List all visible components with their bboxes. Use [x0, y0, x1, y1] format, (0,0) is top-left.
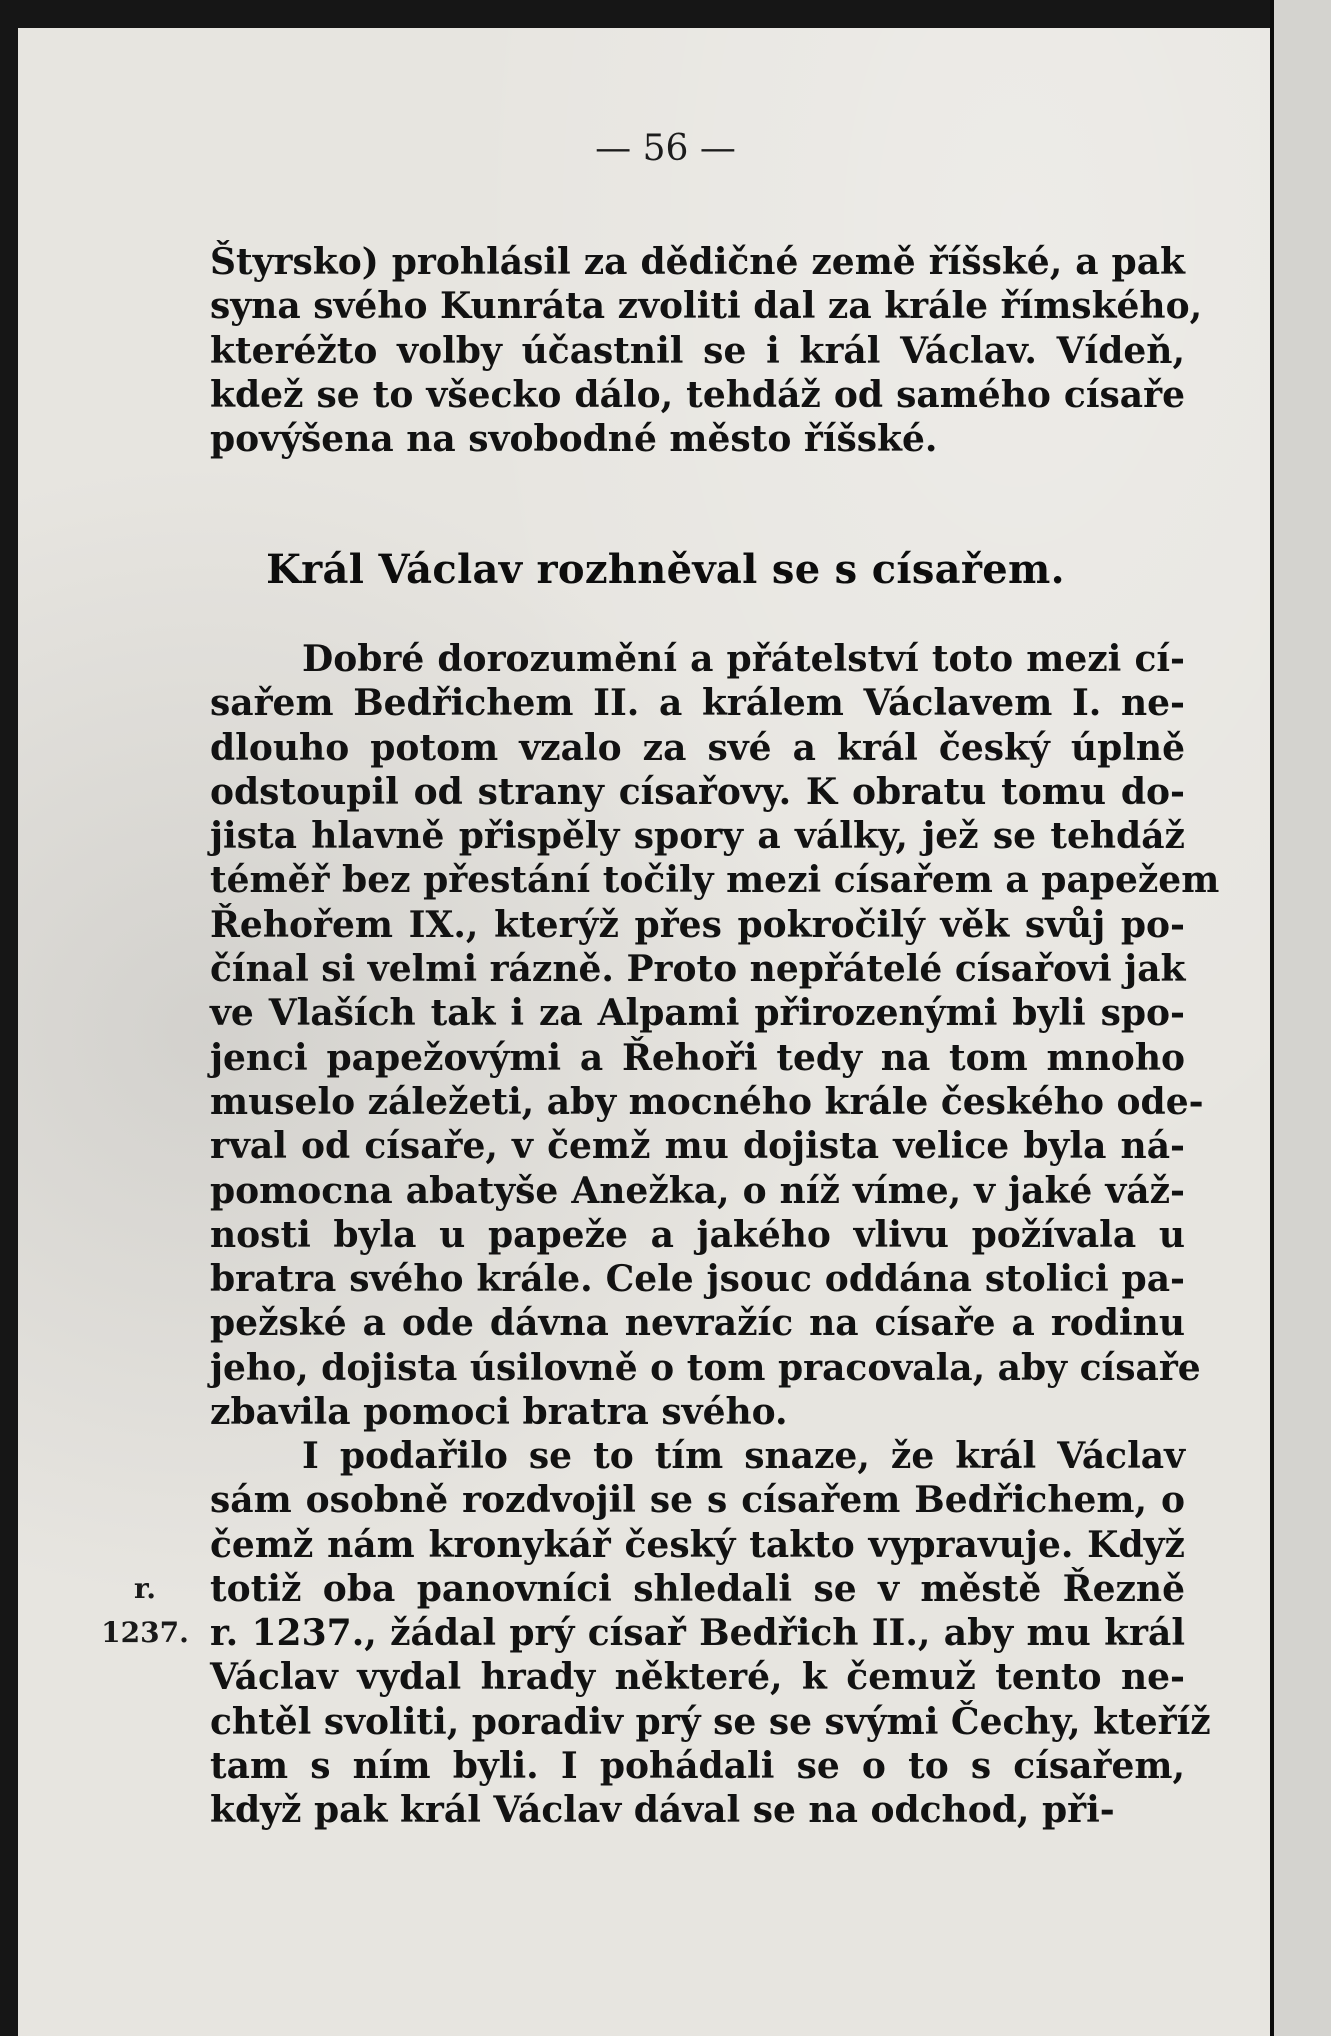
text-line: r. 1237., žádal prý císař Bedřich II., aby mu král: [210, 1612, 1185, 1655]
next-page-edge: [1270, 0, 1331, 2036]
margin-note-line: r.: [134, 1572, 156, 1605]
text-line: rval od císaře, v čemž mu dojista velice byla ná-: [210, 1125, 1185, 1168]
text-line: tam s ním byli. I pohádali se o to s císařem,: [210, 1745, 1185, 1788]
margin-note-line: 1237.: [101, 1616, 189, 1650]
text-line: Václav vydal hrady některé, k čemuž tento ne-: [210, 1656, 1185, 1699]
text-line: pomocna abatyše Anežka, o níž víme, v jaké váž-: [210, 1169, 1185, 1212]
page-number: — 56 —: [595, 128, 736, 169]
text-line: nosti byla u papeže a jakého vlivu požívala u: [210, 1213, 1185, 1256]
text-line: jeho, dojista úsilovně o tom pracovala, aby císaře: [210, 1346, 1201, 1389]
text-line: sám osobně rozdvojil se s císařem Bedřichem, o: [210, 1479, 1185, 1522]
text-line: kteréžto volby účastnil se i král Václav. Vídeň,: [210, 329, 1185, 372]
text-line: povýšena na svobodné město říšské.: [210, 418, 938, 461]
text-line: totiž oba panovníci shledali se v městě Řezně: [210, 1567, 1185, 1610]
text-line: čemž nám kronykář český takto vypravuje. Když: [210, 1523, 1185, 1566]
text-line: bratra svého krále. Cele jsouc oddána stolici pa-: [210, 1258, 1185, 1301]
text-line: čínal si velmi rázně. Proto nepřátelé císařovi jak: [210, 948, 1186, 991]
paragraph-1: [210, 240, 1203, 461]
text-line: jista hlavně přispěly spory a války, jež se tehdáž: [210, 815, 1185, 858]
text-line: Dobré dorozumění a přátelství toto mezi cí-: [302, 638, 1185, 680]
text-line: ve Vlaších tak i za Alpami přirozenými byli spo-: [210, 992, 1185, 1035]
text-line: kdež se to všecko dálo, tehdáž od samého císaře: [210, 373, 1185, 416]
text-line: Řehořem IX., kterýž přes pokročilý věk svůj po-: [210, 903, 1185, 946]
text-line: I podařilo se to tím snaze, že král Václav: [302, 1435, 1185, 1477]
text-line: chtěl svoliti, poradiv prý se se svými Čechy, kteříž: [210, 1700, 1211, 1743]
text-line: zbavila pomoci bratra svého.: [210, 1391, 788, 1434]
paragraph-3: [210, 1434, 1211, 1833]
section-heading: Král Václav rozhněval se s císařem.: [266, 546, 1065, 593]
text-line: sařem Bedřichem II. a králem Václavem I. ne-: [210, 682, 1185, 725]
text-line: když pak král Václav dával se na odchod, při-: [210, 1789, 1115, 1832]
text-line: Štyrsko) prohlásil za dědičné země říšské, a pak: [210, 241, 1185, 283]
margin-note-year: [100, 1567, 190, 1656]
text-line: téměř bez přestání točily mezi císařem a papežem: [210, 859, 1220, 902]
paragraph-2: [210, 637, 1220, 1434]
text-line: odstoupil od strany císařovy. K obratu tomu do-: [210, 770, 1185, 813]
text-line: syna svého Kunráta zvoliti dal za krále římského,: [210, 285, 1203, 328]
text-line: dlouho potom vzalo za své a král český úplně: [210, 726, 1185, 769]
text-line: pežské a ode dávna nevražíc na císaře a rodinu: [210, 1302, 1185, 1345]
text-line: muselo záležeti, aby mocného krále českého ode-: [210, 1080, 1204, 1123]
text-line: jenci papežovými a Řehoři tedy na tom mnoho: [210, 1036, 1185, 1079]
